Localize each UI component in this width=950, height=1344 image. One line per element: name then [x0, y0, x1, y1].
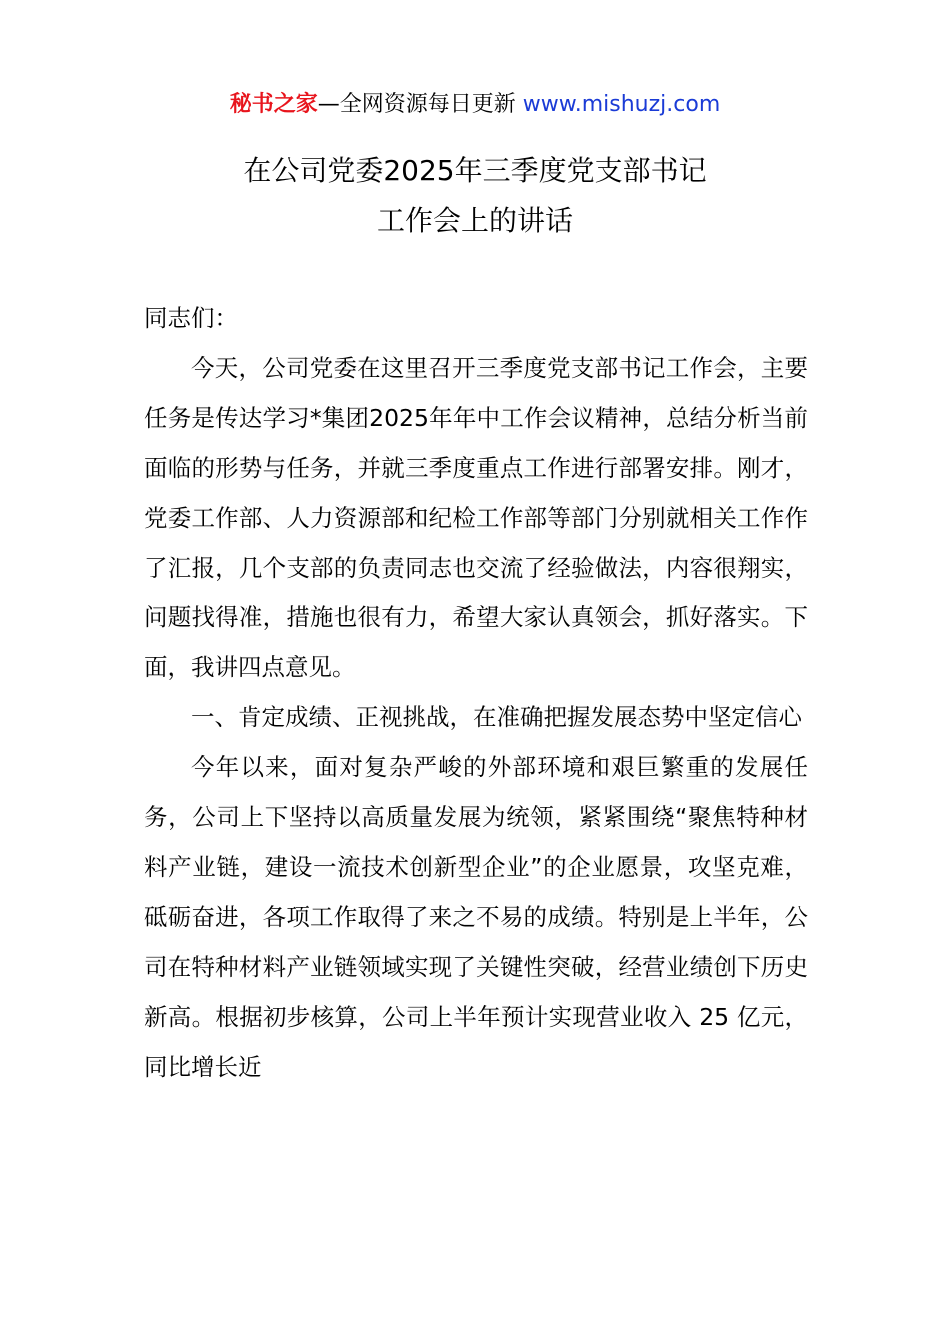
site-slogan: 全网资源每日更新 [339, 92, 523, 117]
paragraph-achievements: 今年以来，面对复杂严峻的外部环境和艰巨繁重的发展任务，公司上下坚持以高质量发展为统领，紧紧围绕“聚焦特种材料产业链，建设一流技术创新型企业”的企业愿景，攻坚克难，砥砺奋进，各项工作取得了来之不易的成绩。特别是上半年，公司在特种材料产业链领域实现了关键性突破，经营业绩创下历史新高。根据初步核算，公司上半年预计实现营业收入 25 亿元，同比增长近 [144, 753, 808, 1081]
title-line-2: 工作会上的讲话 [376, 204, 573, 237]
section-heading-1: 一、肯定成绩、正视挑战，在准确把握发展态势中坚定信心 [191, 703, 802, 732]
paragraph-intro: 今天，公司党委在这里召开三季度党支部书记工作会，主要任务是传达学习*集团2025年年中工作会议精神，总结分析当前面临的形势与任务，并就三季度重点工作进行部署安排。刚才，党委工作部、人力资源部和纪检工作部等部门分别就相关工作作了汇报，几个支部的负责同志也交流了经验做法，内容很翔实，问题找得准，措施也很有力，希望大家认真领会，抓好落实。下面，我讲四点意见。 [144, 353, 808, 682]
site-brand: 秘书之家 [229, 92, 318, 117]
document-title [0, 146, 950, 246]
site-header [0, 88, 950, 122]
document-body [144, 294, 808, 1093]
site-url: www.mishuzj.com [522, 92, 721, 117]
title-line-1: 在公司党委2025年三季度党支部书记 [243, 154, 707, 187]
salutation: 同志们： [144, 304, 238, 332]
header-dash: — [317, 92, 340, 117]
